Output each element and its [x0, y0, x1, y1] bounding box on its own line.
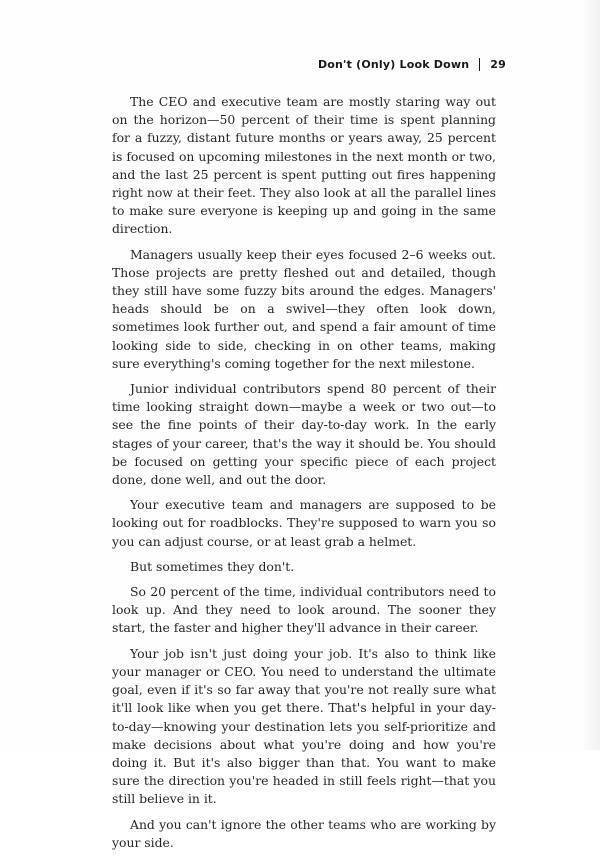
header-divider	[479, 58, 480, 71]
page-edge-shadow	[582, 0, 600, 750]
page-number: 29	[490, 58, 506, 71]
paragraph: Your executive team and managers are supposed to be looking out for roadblocks. They're supposed to warn you so you can adjust course, or at least grab a helmet.	[112, 497, 496, 549]
paragraph: Junior individual contributors spend 80 percent of their time looking straight down—maybe a week or two out—to see the fine points of their day-to-day work. In the early stages of your career, that's the way it should be. You should be focused on getting your specific piece of each project done, done well, and out the door.	[112, 381, 496, 488]
running-head	[318, 58, 506, 71]
paragraph: So 20 percent of the time, individual contributors need to look up. And they need to look around. The sooner they start, the faster and higher they'll advance in their career.	[112, 584, 496, 636]
paragraph: Managers usually keep their eyes focused 2–6 weeks out. Those projects are pretty fleshed out and detailed, though they still have some fuzzy bits around the edges. Managers' heads should be on a swivel—they often look down, sometimes look further out, and spend a fair amount of time looking side to side, checking in on other teams, making sure everything's coming together for the next milestone.	[112, 246, 496, 371]
paragraph: But sometimes they don't.	[130, 558, 295, 574]
paragraph: The CEO and executive team are mostly staring way out on the horizon—50 percent of their time is spent planning for a fuzzy, distant future months or years away, 25 percent is focused on upcoming milestones in the next month or two, and the last 25 percent is spent putting out fires happening right now at their feet. They also look at all the parallel lines to make sure everyone is keeping up and going in the same direction.	[112, 94, 496, 237]
chapter-title: Don't (Only) Look Down	[317, 58, 470, 71]
paragraph: Your job isn't just doing your job. It's also to think like your manager or CEO. You need to understand the ultimate goal, even if it's so far away that you're not really sure what it'll look like when you get there. That's helpful in your day-to-day—knowing your destination lets you self-prioritize and make decisions about what you're doing and how you're doing it. But it's also bigger than that. You want to make sure the direction you're headed in still feels right—that you still believe in it.	[112, 645, 496, 807]
paragraph: And you can't ignore the other teams who are working by your side.	[112, 816, 496, 850]
body-text	[112, 93, 496, 859]
